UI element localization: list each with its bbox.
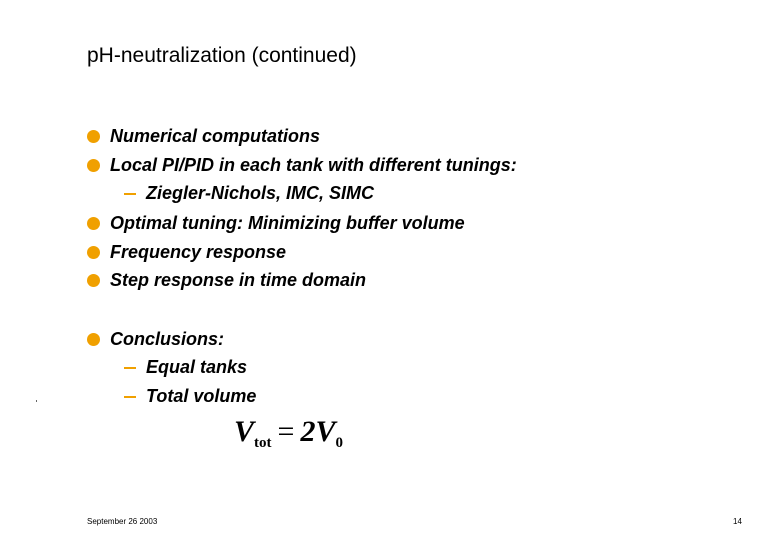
bullet-text: Optimal tuning: Minimizing buffer volume <box>110 213 465 233</box>
formula-lhs-subscript: tot <box>254 435 272 451</box>
formula-rhs: 2V <box>300 415 336 448</box>
sub-item-text: Ziegler-Nichols, IMC, SIMC <box>146 183 375 203</box>
page-number: 14 <box>733 517 742 526</box>
bullet-text: Numerical computations <box>110 126 321 146</box>
sub-item <box>124 386 256 407</box>
bullet-item <box>87 329 224 350</box>
sub-item-text: Total volume <box>146 386 257 406</box>
sub-item <box>124 183 374 204</box>
bullet-text: Conclusions: <box>110 329 225 349</box>
footer-date: September 26 2003 <box>87 517 158 526</box>
dash-icon <box>124 193 136 195</box>
bullet-item <box>87 155 517 176</box>
formula-equals: = <box>277 415 295 448</box>
bullet-dot-icon <box>87 130 100 143</box>
bullet-item <box>87 270 366 291</box>
formula-lhs: V <box>234 415 255 448</box>
bullet-dot-icon <box>87 159 100 172</box>
sub-item-text: Equal tanks <box>146 357 248 377</box>
sub-item <box>124 357 247 378</box>
bullet-dot-icon <box>87 217 100 230</box>
bullet-text: Frequency response <box>110 242 287 262</box>
bullet-text: Local PI/PID in each tank with different tunings: <box>110 155 517 175</box>
dash-icon <box>124 367 136 369</box>
formula-rhs-subscript: 0 <box>335 435 343 451</box>
dash-icon <box>124 396 136 398</box>
bullet-text: Step response in time domain <box>110 270 367 290</box>
slide-title: pH-neutralization (continued) <box>87 44 357 67</box>
bullet-dot-icon <box>87 246 100 259</box>
bullet-item <box>87 126 320 147</box>
bullet-dot-icon <box>87 274 100 287</box>
volume-formula <box>234 415 343 452</box>
mark <box>36 400 37 402</box>
bullet-dot-icon <box>87 333 100 346</box>
bullet-item <box>87 242 286 263</box>
bullet-item <box>87 213 465 234</box>
